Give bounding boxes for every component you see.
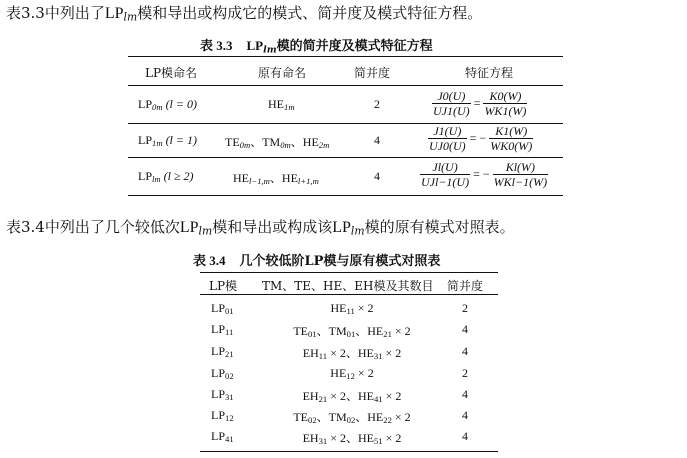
table2-row7-lp: $LP_{41}$ <box>211 429 234 445</box>
intro1-text-a: 表3.3中列出了 <box>6 4 105 22</box>
table1-row1-orig: $HE_{1m}$ <box>268 97 295 113</box>
table1-row1-equation: $\frac{J0(U)}{UJ1(U)}$ = $\frac{K0(W)}{WK1(W)}$ <box>433 89 527 118</box>
table2-caption-text: 几个较低阶LP模与原有模式对照表 <box>239 254 441 269</box>
table1-header-lp: LP模命名 <box>145 66 198 80</box>
table1-caption-lp: LP <box>246 38 264 53</box>
table1-header-rule <box>128 85 563 86</box>
intro-paragraph-1 <box>6 2 482 23</box>
intro2-lp: LP <box>179 219 199 236</box>
table2-row1-lp: $LP_{01}$ <box>211 301 234 317</box>
table1-caption-text: 模的简并度及模式特征方程 <box>276 39 433 54</box>
intro1-lp: LP <box>104 5 124 22</box>
table2-row5-lp: $LP_{31}$ <box>211 387 234 403</box>
table1-caption <box>200 35 433 54</box>
table2-header-modes: TM、TE、HE、EH模及其数目 <box>262 279 434 293</box>
table2-row3-modes: $EH_{11} \times 2$、$HE_{31} \times 2$ <box>302 346 402 362</box>
table1-row1-lp: $LP_{0m}$ (l = 0) <box>138 97 197 113</box>
table1-row1-deg: 2 <box>374 97 380 111</box>
table1-header-equation: 特征方程 <box>465 66 514 80</box>
intro2-lp-sub: lm <box>198 224 213 238</box>
table2-row2-deg: 4 <box>462 322 468 336</box>
table1-header-degeneracy: 简并度 <box>354 66 391 80</box>
table2-row3-lp: $LP_{21}$ <box>211 344 234 360</box>
table2-row5-modes: $EH_{21} \times 2$、$HE_{41} \times 2$ <box>302 389 402 405</box>
table2-row2-lp: $LP_{11}$ <box>211 322 234 338</box>
table1-header-orig: 原有命名 <box>258 66 307 80</box>
table1-row3-lp: $LP_{lm}$ (l ≥ 2) <box>138 169 194 185</box>
intro2-lp2-sub: lm <box>350 224 365 238</box>
table2-header-rule <box>200 294 498 295</box>
table1-row3-orig: $HE_{l-1,m}$、$HE_{l+1,m}$ <box>233 171 319 187</box>
table2-top-rule <box>200 272 498 273</box>
table1-caption-sub: lm <box>263 44 277 56</box>
table2-header-degeneracy: 简并度 <box>447 279 484 293</box>
table2-row1-deg: 2 <box>462 301 468 315</box>
intro2-text-a: 表3.4中列出了几个较低次 <box>6 218 180 236</box>
intro2-text-c: 模的原有模式对照表。 <box>364 218 515 236</box>
table2-row3-deg: 4 <box>462 344 468 358</box>
intro2-lp2: LP <box>332 219 351 236</box>
intro2-text-b: 模和导出或构成该 <box>212 218 333 236</box>
table2-row4-lp: $LP_{02}$ <box>211 366 234 382</box>
table2-row2-modes: $TE_{01}$、$TM_{01}$、$HE_{21} \times 2$ <box>293 324 411 340</box>
table2-row7-modes: $EH_{31} \times 2$、$HE_{51} \times 2$ <box>302 431 402 447</box>
table2-row1-modes: $HE_{11} \times 2$ <box>330 301 374 317</box>
table2-caption <box>193 250 440 269</box>
table1-row-rule-2 <box>128 157 563 158</box>
table1-top-rule <box>128 56 563 57</box>
table2-row4-deg: 2 <box>462 366 468 380</box>
table2-row7-deg: 4 <box>462 429 468 443</box>
intro1-lp-sub: lm <box>123 10 138 24</box>
table2-row6-deg: 4 <box>462 408 468 422</box>
table2-row4-modes: $HE_{12} \times 2$ <box>330 366 374 382</box>
table2-row6-lp: $LP_{12}$ <box>211 408 234 424</box>
table2-row6-modes: $TE_{02}$、$TM_{02}$、$HE_{22} \times 2$ <box>293 410 411 426</box>
table2-bottom-rule <box>200 451 498 452</box>
intro1-text-b: 模和导出或构成它的模式、简并度及模式特征方程。 <box>137 4 483 22</box>
table1-row2-orig: $TE_{0m}$、$TM_{0m}$、$HE_{2m}$ <box>225 135 330 151</box>
intro-paragraph-2 <box>6 216 515 237</box>
table1-row2-equation: $\frac{J1(U)}{UJ0(U)}$ = − $\frac{K1(W)}{WK0(W)}$ <box>429 124 533 153</box>
table1-row2-deg: 4 <box>374 133 380 147</box>
table1-row3-deg: 4 <box>374 169 380 183</box>
table1-row2-lp: $LP_{1m}$ (l = 1) <box>138 133 197 149</box>
table1-bottom-rule <box>128 195 563 196</box>
table2-header-lp: LP模 <box>209 279 238 293</box>
table2-row5-deg: 4 <box>462 387 468 401</box>
table1-number: 表 3.3 <box>200 38 233 53</box>
table1-row3-equation: Jl(U) UJl−1(U) = − Kl(W) WKl−1(W) <box>421 160 548 189</box>
table2-number: 表 3.4 <box>193 253 226 268</box>
